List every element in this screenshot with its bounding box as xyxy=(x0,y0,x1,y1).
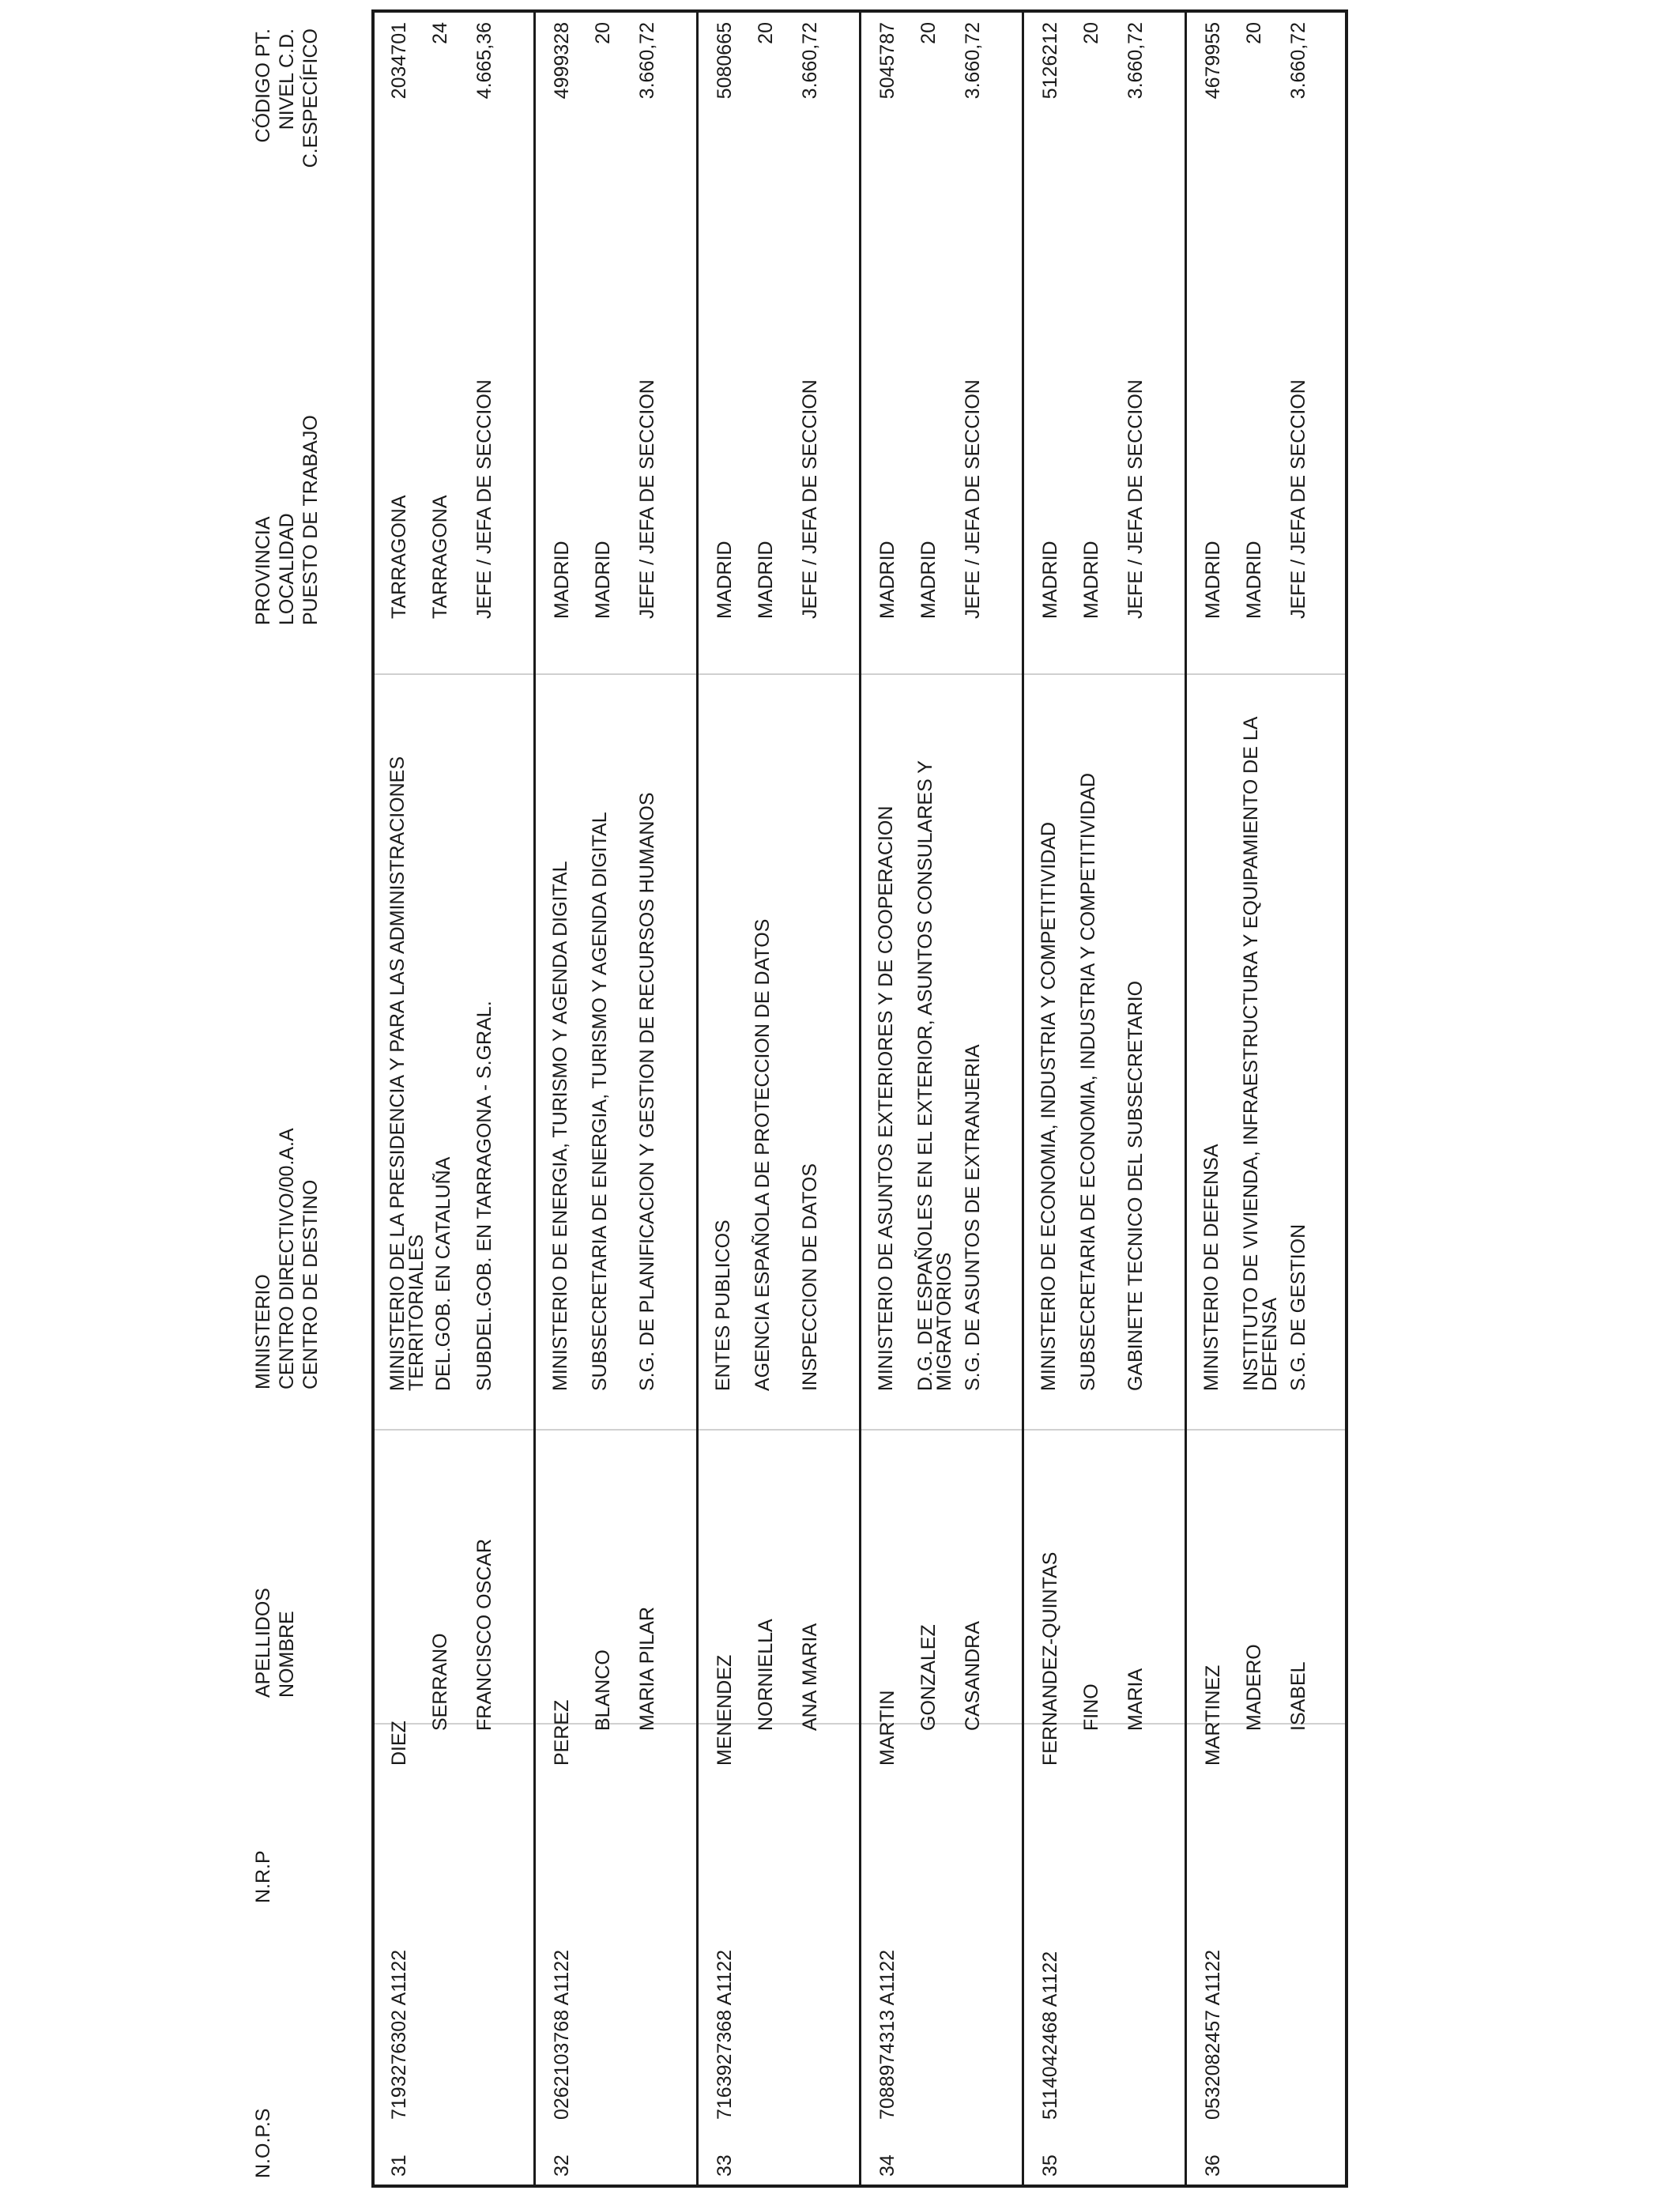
nops-cell: 34 xyxy=(876,2154,898,2177)
centro-destino-cell: S.G. DE GESTION xyxy=(1287,1223,1309,1391)
centro-directivo-cell: D.G. DE ESPAÑOLES EN EL EXTERIOR, ASUNTOS CONSULARES Y xyxy=(914,760,936,1391)
puesto-cell: JEFE / JEFA DE SECCION xyxy=(799,379,821,619)
codigo-cell: 4679955 xyxy=(1202,22,1224,100)
localidad-cell: TARRAGONA xyxy=(429,495,451,619)
nombre-cell: ISABEL xyxy=(1287,1661,1309,1731)
table-row xyxy=(537,9,699,2188)
centro-directivo-cell: AGENCIA ESPAÑOLA DE PROTECCION DE DATOS xyxy=(751,918,774,1391)
nombre-cell: MARIA xyxy=(1124,1668,1147,1731)
nivel-cell: 20 xyxy=(1080,22,1102,44)
apellido2-cell: NORNIELLA xyxy=(755,1619,777,1731)
centro-directivo-cell: DEL.GOB. EN CATALUÑA xyxy=(432,1156,454,1391)
nivel-cell: 24 xyxy=(429,22,451,44)
puesto-cell: JEFE / JEFA DE SECCION xyxy=(636,379,658,619)
nops-cell: 36 xyxy=(1202,2154,1224,2177)
table-row xyxy=(700,9,862,2188)
apellido1-cell: MARTIN xyxy=(876,1690,898,1766)
localidad-cell: MADRID xyxy=(592,541,614,619)
provincia-cell: MADRID xyxy=(551,541,573,619)
nombre-cell: ANA MARIA xyxy=(799,1623,821,1731)
ministerio-cell: MINISTERIO DE ASUNTOS EXTERIORES Y DE COOPERACION xyxy=(875,805,897,1391)
header-apellidos: APELLIDOS NOMBRE xyxy=(252,1588,298,1698)
nrp-cell: 7163927368 A1122 xyxy=(714,1949,736,2120)
table-row xyxy=(863,9,1025,2188)
provincia-cell: TARRAGONA xyxy=(388,495,410,619)
nivel-cell: 20 xyxy=(1243,22,1265,44)
header-nops: N.O.P.S xyxy=(252,2108,274,2178)
nrp-cell: 0262103768 A1122 xyxy=(551,1949,573,2120)
nops-cell: 32 xyxy=(551,2154,573,2177)
centro-destino-cell: GABINETE TECNICO DEL SUBSECRETARIO xyxy=(1124,980,1147,1391)
especifico-cell: 3.660,72 xyxy=(1287,22,1309,100)
centro-directivo-cell: SUBSECRETARIA DE ECONOMIA, INDUSTRIA Y COMPETITIVIDAD xyxy=(1077,772,1099,1391)
nombre-cell: FRANCISCO OSCAR xyxy=(473,1538,495,1731)
provincia-cell: MADRID xyxy=(1202,541,1224,619)
table-row xyxy=(375,9,537,2188)
ministerio-cell: MINISTERIO DE ECONOMIA, INDUSTRIA Y COMPETITIVIDAD xyxy=(1038,822,1060,1391)
nops-cell: 33 xyxy=(714,2154,736,2177)
nrp-cell: 0532082457 A1122 xyxy=(1202,1949,1224,2120)
ministerio-cell: MINISTERIO DE ENERGIA, TURISMO Y AGENDA DIGITAL xyxy=(549,861,571,1391)
apellido1-cell: DIEZ xyxy=(388,1721,410,1766)
centro-destino-cell: S.G. DE ASUNTOS DE EXTRANJERIA xyxy=(962,1044,984,1391)
table-row xyxy=(1026,9,1188,2188)
puesto-cell: JEFE / JEFA DE SECCION xyxy=(473,379,495,619)
nrp-cell: 7193276302 A1122 xyxy=(388,1949,410,2120)
especifico-cell: 3.660,72 xyxy=(799,22,821,100)
apellido2-cell: FINO xyxy=(1080,1683,1102,1731)
codigo-cell: 4999328 xyxy=(551,22,573,100)
puesto-cell: JEFE / JEFA DE SECCION xyxy=(1124,379,1147,619)
especifico-cell: 3.660,72 xyxy=(962,22,984,100)
header-codigo: CÓDIGO PT. NIVEL C.D. C.ESPECÍFICO xyxy=(252,28,322,168)
localidad-cell: MADRID xyxy=(1080,541,1102,619)
especifico-cell: 3.660,72 xyxy=(636,22,658,100)
provincia-cell: MADRID xyxy=(714,541,736,619)
nombre-cell: CASANDRA xyxy=(962,1621,984,1731)
codigo-cell: 5045787 xyxy=(876,22,898,100)
centro-destino-cell: S.G. DE PLANIFICACION Y GESTION DE RECURSOS HUMANOS xyxy=(636,792,658,1391)
header-ministerio: MINISTERIO CENTRO DIRECTIVO/00.A.A CENTRO DE DESTINO xyxy=(252,1128,322,1389)
centro-directivo-cell: INSTITUTO DE VIVIENDA, INFRAESTRUCTURA Y EQUIPAMIENTO DE LA xyxy=(1240,716,1262,1391)
header-nrp: N.R.P xyxy=(252,1850,274,1903)
table-row xyxy=(1188,9,1350,2188)
provincia-cell: MADRID xyxy=(876,541,898,619)
nivel-cell: 20 xyxy=(755,22,777,44)
header-provincia: PROVINCIA LOCALIDAD PUESTO DE TRABAJO xyxy=(252,415,322,625)
localidad-cell: MADRID xyxy=(917,541,940,619)
apellido1-cell: PEREZ xyxy=(551,1699,573,1766)
nops-cell: 35 xyxy=(1039,2154,1061,2177)
codigo-cell: 2034701 xyxy=(388,22,410,100)
ministerio-cell: MINISTERIO DE LA PRESIDENCIA Y PARA LAS ADMINISTRACIONES xyxy=(386,756,409,1391)
apellido2-cell: GONZALEZ xyxy=(917,1624,940,1731)
ministerio-cell: TERRITORIALES xyxy=(405,1234,428,1391)
nivel-cell: 20 xyxy=(917,22,940,44)
nombre-cell: MARIA PILAR xyxy=(636,1607,658,1731)
nrp-cell: 5114042468 A1122 xyxy=(1039,1951,1061,2120)
apellido1-cell: MARTINEZ xyxy=(1202,1664,1224,1766)
ministerio-cell: MINISTERIO DE DEFENSA xyxy=(1200,1144,1222,1391)
apellido1-cell: FERNANDEZ-QUINTAS xyxy=(1039,1551,1061,1766)
centro-destino-cell: INSPECCION DE DATOS xyxy=(799,1163,821,1391)
centro-destino-cell: SUBDEL.GOB. EN TARRAGONA - S.GRAL. xyxy=(473,1001,495,1391)
provincia-cell: MADRID xyxy=(1039,541,1061,619)
centro-directivo-cell: MIGRATORIOS xyxy=(933,1252,955,1391)
ministerio-cell: ENTES PUBLICOS xyxy=(712,1220,734,1391)
apellido2-cell: MADERO xyxy=(1243,1644,1265,1731)
apellido2-cell: BLANCO xyxy=(592,1649,614,1731)
nops-cell: 31 xyxy=(388,2154,410,2177)
especifico-cell: 4.665,36 xyxy=(473,22,495,100)
localidad-cell: MADRID xyxy=(1243,541,1265,619)
puesto-cell: JEFE / JEFA DE SECCION xyxy=(962,379,984,619)
apellido1-cell: MENENDEZ xyxy=(714,1654,736,1766)
apellido2-cell: SERRANO xyxy=(429,1633,451,1731)
centro-directivo-cell: SUBSECRETARIA DE ENERGIA, TURISMO Y AGENDA DIGITAL xyxy=(589,812,611,1391)
centro-directivo-cell: DEFENSA xyxy=(1259,1297,1281,1391)
nivel-cell: 20 xyxy=(592,22,614,44)
nrp-cell: 7088974313 A1122 xyxy=(876,1949,898,2120)
codigo-cell: 5080665 xyxy=(714,22,736,100)
especifico-cell: 3.660,72 xyxy=(1124,22,1147,100)
localidad-cell: MADRID xyxy=(755,541,777,619)
codigo-cell: 5126212 xyxy=(1039,22,1061,100)
puesto-cell: JEFE / JEFA DE SECCION xyxy=(1287,379,1309,619)
